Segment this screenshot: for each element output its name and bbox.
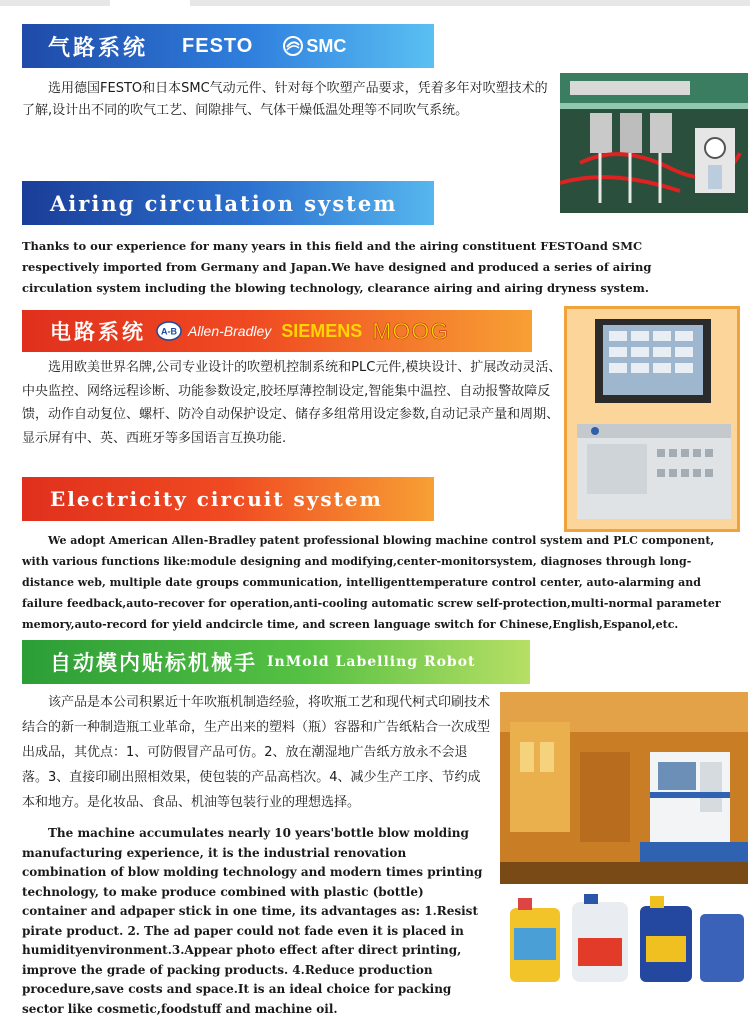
allen-bradley-text: Allen-Bradley — [188, 323, 272, 339]
festo-logo: FESTO — [182, 34, 254, 57]
electricity-title: Electricity circuit system — [50, 487, 383, 511]
electric-title: 电路系统 — [50, 320, 146, 344]
labelling-title-cn: 自动模内贴标机械手 — [50, 651, 257, 675]
airing-description: Thanks to our experience for many years in this field and the airing constituent FESTOand SMC respectively imported from Germany and Japan.We have designed and produced a series of airing circulation system including the blowing technology, clearance airing and airing dryness system. — [22, 239, 652, 295]
electric-description: 选用欧美世界名牌,公司专业设计的吹塑机控制系统和PLC元件,模块设计、扩展改动灵活、中央监控、网络远程诊断、功能参数设定,胶坯厚薄控制设定,智能集中温控、自动报警故障反馈，动作自动复位、螺杆、防冷自动保护设定、储存多组常用设定参数,自动记录产量和周期、显示屏有中、英、西班牙等多国语言互换功能. — [22, 360, 562, 446]
smc-swirl-icon — [283, 36, 303, 56]
moog-logo: MOOG — [372, 317, 450, 344]
airing-banner — [22, 181, 434, 225]
pneumatic-description: 选用德国FESTO和日本SMC气动元件、针对每个吹塑产品要求，凭着多年对吹塑技术的了解,设计出不同的吹气工艺、间隙排气、气体干燥低温处理等不同吹气系统。 — [22, 81, 548, 118]
labelling-robot-photo — [500, 692, 748, 884]
pneumatic-title: 气路系统 — [48, 35, 149, 61]
labelling-robot-illustration — [500, 692, 748, 884]
labelling-description-cn: 该产品是本公司积累近十年吹瓶机制造经验，将吹瓶工艺和现代柯式印刷技术结合的新一种制造瓶工业革命，生产出来的塑料（瓶）容器和广告纸粘合一次成型出成品，其优点：1、可防假冒产品可仿。2、放在潮湿地广告纸方放永不会退落。3、直接印刷出照相效果，使包装的产品高档次。4、减少生产工序、节约成本和地方。是化妆品、食品、机油等包装行业的理想选择。 — [22, 695, 491, 810]
smc-logo — [283, 36, 346, 57]
top-strip-segment — [0, 0, 110, 6]
labelling-title-en: InMold Labelling Robot — [267, 654, 476, 670]
labelled-bottles-illustration — [500, 888, 748, 984]
labelling-banner — [22, 640, 530, 684]
control-panel-illustration — [567, 309, 737, 529]
labelling-description-en: The machine accumulates nearly 10 years'bottle blow molding manufacturing experience, it is the industrial renovation combination of blow molding technology and modern times printing technology, to make produce combined with plastic (bottle) container and adpaper stick in one time, its advantages as: 1.Resist pirate product. 2. The ad paper could not fade even it is placed in humidityenvironment.3.Appear photo effect after direct printing, improve the grade of packing products. 4.Reduce production procedure,save costs and space.It is an ideal choice for packing sector like cosmetic,foodstuff and machine oil. — [22, 826, 483, 1016]
smc-logo-text: SMC — [306, 35, 347, 56]
allen-bradley-logo-text: A-B — [161, 326, 177, 337]
electricity-banner — [22, 477, 434, 521]
siemens-logo: SIEMENS — [281, 320, 363, 341]
top-strip — [0, 0, 750, 8]
pneumatic-valves-photo — [560, 73, 748, 213]
electric-banner — [22, 310, 532, 352]
labelled-bottles-photo — [500, 888, 748, 984]
pneumatic-valves-illustration — [560, 73, 748, 213]
top-strip-segment — [190, 0, 750, 6]
allen-bradley-logo-icon — [156, 321, 182, 341]
pneumatic-banner — [22, 24, 434, 68]
airing-title: Airing circulation system — [50, 190, 398, 216]
electricity-description: We adopt American Allen-Bradley patent professional blowing machine control system and PLC component, with various functions like:module designing and modifying,center-monitorsystem, diagnoses through long-distance web, multiple date groups communication, intelligenttemperature control center, auto-alarming and failure feedback,auto-recover for operation,anti-cooling automatic screw self-protection,multi-normal parameter memory,auto-record for yield andcircle time, and screen language switch for Chinese,English,Espanol,etc. — [22, 534, 721, 631]
control-panel-photo — [564, 306, 740, 532]
